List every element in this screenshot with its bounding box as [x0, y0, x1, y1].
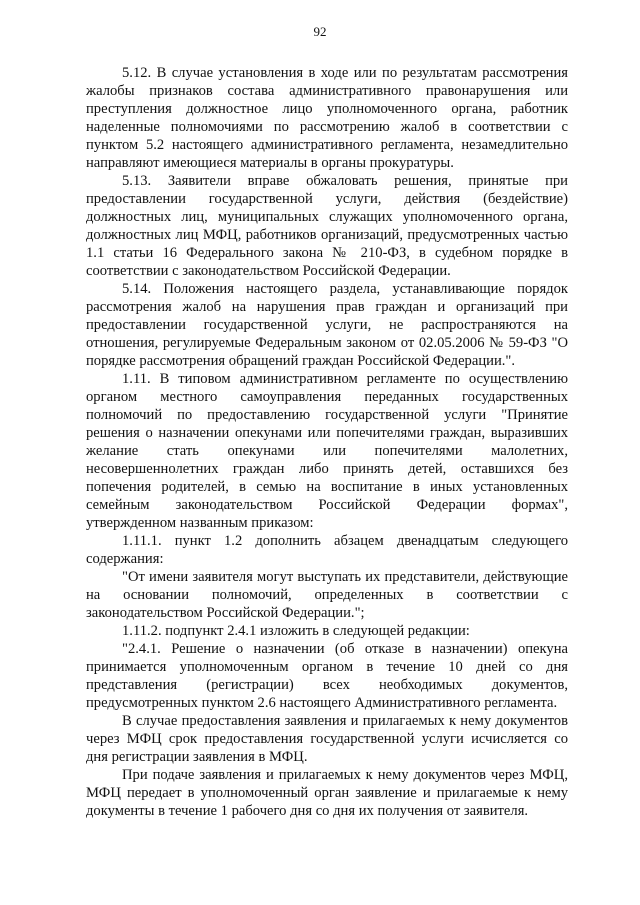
paragraph-5-13: 5.13. Заявители вправе обжаловать решения, принятые при предоставлении государственной услуги, действия (бездействие) должностных лиц, муниципальных служащих уполномоченного органа, должностных лиц МФЦ, работников организаций, предусмотренных частью 1.1 статьи 16 Федерального закона № 210-ФЗ, в судебном порядке в соответствии с законодательством Российской Федерации.: [86, 173, 568, 279]
paragraph-5-14: 5.14. Положения настоящего раздела, устанавливающие порядок рассмотрения жалоб на нарушения прав граждан и организаций при предоставлении государственной услуги, не распространяются на отношения, регулируемые Федеральным законом от 02.05.2006 № 59-ФЗ "О порядке рассмотрения обращений граждан Российской Федерации.".: [86, 281, 568, 369]
paragraph-5-12: 5.12. В случае установления в ходе или по результатам рассмотрения жалобы признаков состава административного правонарушения или преступления должностное лицо уполномоченного органа, работник наделенные полномочиями по рассмотрению жалоб в соответствии с пунктом 5.2 настоящего административного регламента, незамедлительно направляют имеющиеся материалы в органы прокуратуры.: [86, 65, 568, 171]
paragraph-1-11-2: 1.11.2. подпункт 2.4.1 изложить в следующей редакции:: [122, 623, 470, 639]
paragraph-1-11-1: 1.11.1. пункт 1.2 дополнить абзацем двенадцатым следующего содержания:: [86, 533, 568, 567]
paragraph-1-11: 1.11. В типовом административном регламенте по осуществлению органом местного самоуправления переданных государственных полномочий по предоставлению государственной услуги "Принятие решения о назначении опекунами или попечителями граждан, выразивших желание стать опекунами или попечителями малолетних, несовершеннолетних граждан либо принять детей, оставшихся без попечения родителей, в семью на воспитание в иных установленных семейным законодательством Российской Федерации формах", утвержденном названным приказом:: [86, 371, 568, 531]
paragraph-mfc-term: В случае предоставления заявления и прилагаемых к нему документов через МФЦ срок предоставления государственной услуги исчисляется со дня регистрации заявления в МФЦ.: [86, 713, 568, 765]
paragraph-mfc-transfer: При подаче заявления и прилагаемых к нему документов через МФЦ, МФЦ передает в уполномоченный орган заявление и прилагаемые к нему документы в течение 1 рабочего дня со дня их получения от заявителя.: [86, 767, 568, 819]
paragraph-2-4-1: "2.4.1. Решение о назначении (об отказе в назначении) опекуна принимается уполномоченным органом в течение 10 дней со дня представления (регистрации) всех необходимых документов, предусмотренных пунктом 2.6 настоящего Административного регламента.: [86, 641, 568, 711]
paragraph-quote-representatives: "От имени заявителя могут выступать их представители, действующие на основании полномочий, определенных в соответствии с законодательством Российской Федерации.";: [86, 569, 568, 621]
page-number: 92: [313, 24, 327, 39]
document-body: [86, 64, 568, 820]
